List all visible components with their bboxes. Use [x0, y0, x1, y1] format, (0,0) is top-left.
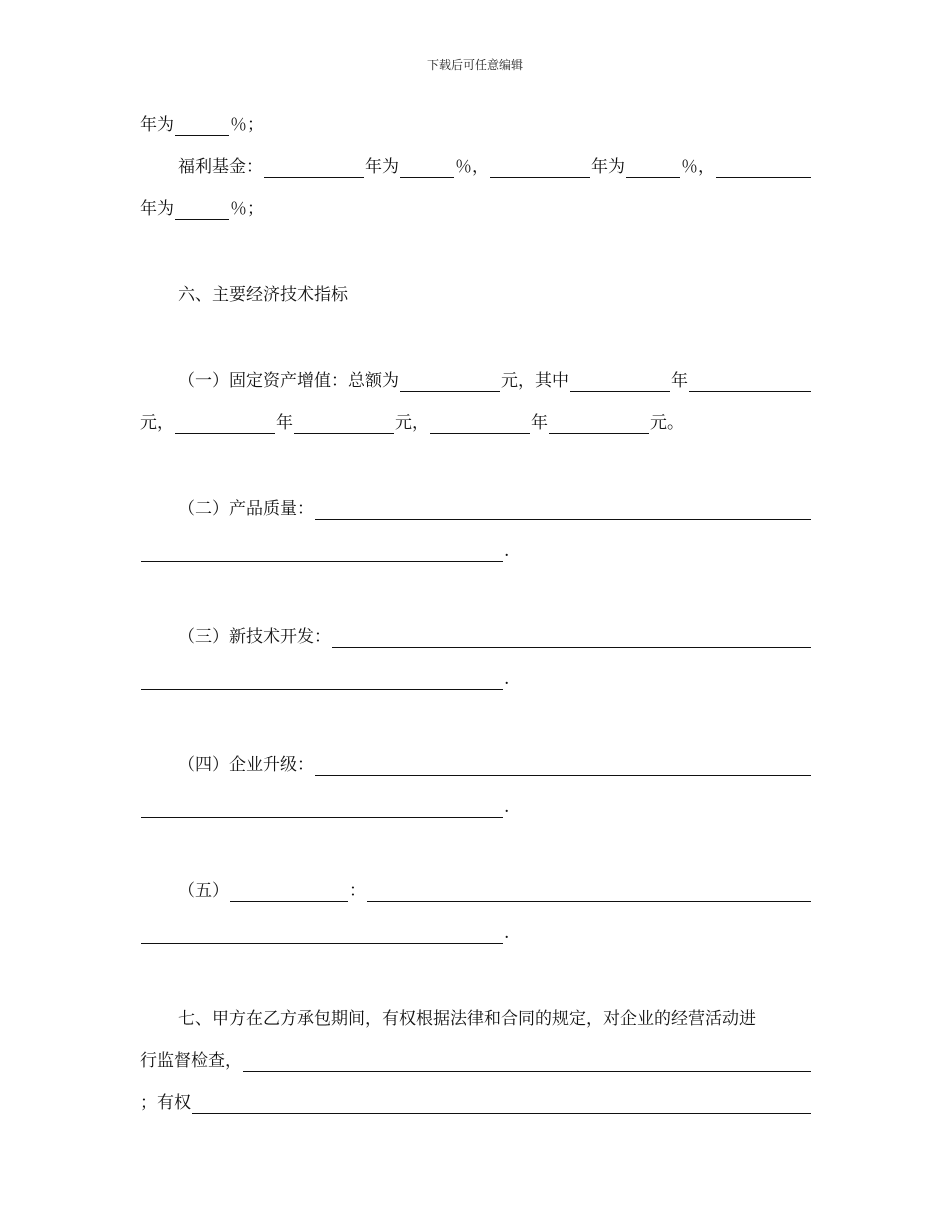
- blank-field[interactable]: [400, 373, 500, 392]
- page-header: 下载后可任意编辑: [426, 58, 523, 72]
- item-1-line-2: 元， 年 元， 年 元。: [140, 413, 684, 433]
- section-6-title: 六、主要经济技术指标: [178, 285, 348, 305]
- blank-field[interactable]: [175, 415, 275, 434]
- line-year-pct-1: 年为 ％；: [140, 115, 264, 135]
- blank-field[interactable]: [490, 159, 590, 178]
- item-4-line: （四）企业升级：: [178, 754, 812, 776]
- blank-field[interactable]: [315, 757, 811, 776]
- item-5-line: （五） ：: [178, 880, 812, 902]
- blank-field[interactable]: [689, 373, 811, 392]
- blank-field[interactable]: [141, 671, 503, 690]
- item-4-line-2: .: [140, 796, 812, 818]
- section-7-line-3: ；有权: [140, 1092, 812, 1114]
- item-2-line-2: .: [140, 540, 812, 562]
- item-3-line: （三）新技术开发：: [178, 626, 812, 648]
- line-year-pct-2: 年为 ％；: [140, 199, 264, 219]
- section-7-line-1: 七、甲方在乙方承包期间，有权根据法律和合同的规定，对企业的经营活动进: [178, 1009, 756, 1029]
- section-7-line-2: 行监督检查，: [140, 1050, 812, 1072]
- item-1-line: （一）固定资产增值：总额为 元，其中 年: [178, 370, 812, 392]
- item-2-line: （二）产品质量：: [178, 498, 812, 520]
- blank-field[interactable]: [549, 415, 649, 434]
- blank-field[interactable]: [141, 543, 503, 562]
- blank-field[interactable]: [400, 159, 454, 178]
- item-5-line-2: .: [140, 922, 812, 944]
- blank-field[interactable]: [141, 925, 503, 944]
- item-3-line-2: .: [140, 668, 812, 690]
- blank-field[interactable]: [243, 1053, 811, 1072]
- blank-field[interactable]: [294, 415, 394, 434]
- blank-field[interactable]: [367, 883, 811, 902]
- blank-field[interactable]: [570, 373, 670, 392]
- blank-field[interactable]: [626, 159, 680, 178]
- blank-field[interactable]: [141, 799, 503, 818]
- blank-field[interactable]: [175, 201, 229, 220]
- blank-field[interactable]: [175, 117, 229, 136]
- blank-field[interactable]: [430, 415, 530, 434]
- blank-field[interactable]: [716, 159, 811, 178]
- blank-field[interactable]: [230, 883, 348, 902]
- welfare-fund-line: 福利基金： 年为 ％， 年为 ％，: [178, 156, 812, 178]
- blank-field[interactable]: [264, 159, 364, 178]
- blank-field[interactable]: [315, 501, 811, 520]
- blank-field[interactable]: [332, 629, 811, 648]
- blank-field[interactable]: [192, 1095, 811, 1114]
